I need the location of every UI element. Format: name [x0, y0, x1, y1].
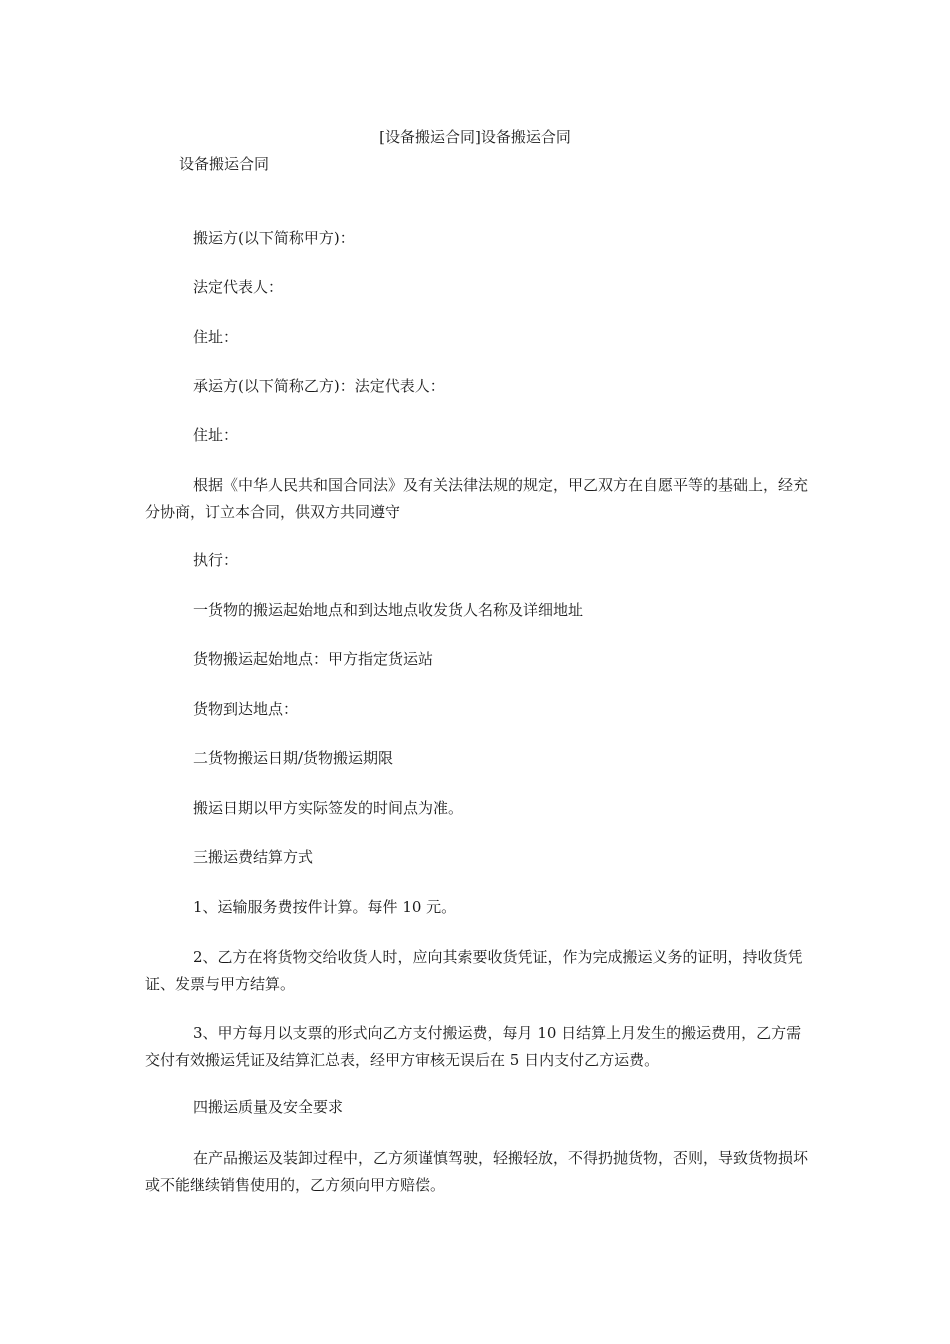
execute-label: 执行：	[193, 551, 239, 569]
destination-location: 货物到达地点：	[193, 700, 299, 718]
origin-location: 货物搬运起始地点：甲方指定货运站	[193, 650, 434, 668]
section-1-heading: 一货物的搬运起始地点和到达地点收发货人名称及详细地址	[193, 601, 584, 619]
preamble-paragraph: 根据《中华人民共和国合同法》及有关法律法规的规定，甲乙双方在自愿平等的基础上，经充分协商，订立本合同，供双方共同遵守	[145, 476, 809, 521]
party-a-address: 住址：	[193, 328, 239, 346]
safety-requirements-paragraph: 在产品搬运及装卸过程中，乙方须谨慎驾驶，轻搬轻放，不得扔抛货物，否则，导致货物损坏或不能继续销售使用的，乙方须向甲方赔偿。	[145, 1149, 809, 1194]
fee-item-2: 2、乙方在将货物交给收货人时，应向其索要收货凭证，作为完成搬运义务的证明，持收货凭证、发票与甲方结算。	[145, 948, 803, 993]
party-a-label: 搬运方(以下简称甲方)：	[193, 229, 355, 247]
party-b-address: 住址：	[193, 426, 239, 444]
party-b-label: 承运方(以下简称乙方)：法定代表人：	[193, 377, 445, 395]
section-2-heading: 二货物搬运日期/货物搬运期限	[193, 749, 394, 767]
document-subtitle: 设备搬运合同	[179, 155, 270, 173]
section-4-heading: 四搬运质量及安全要求	[193, 1098, 344, 1116]
fee-item-1: 1、运输服务费按件计算。每件 10 元。	[193, 898, 457, 916]
moving-date-text: 搬运日期以甲方实际签发的时间点为准。	[193, 799, 464, 817]
section-3-heading: 三搬运费结算方式	[193, 848, 314, 866]
fee-item-3: 3、甲方每月以支票的形式向乙方支付搬运费，每月 10 日结算上月发生的搬运费用，乙方需交付有效搬运凭证及结算汇总表，经甲方审核无误后在 5 日内支付乙方运费。	[145, 1024, 802, 1069]
document-title: [设备搬运合同]设备搬运合同	[379, 128, 571, 146]
party-a-representative: 法定代表人：	[193, 278, 284, 296]
